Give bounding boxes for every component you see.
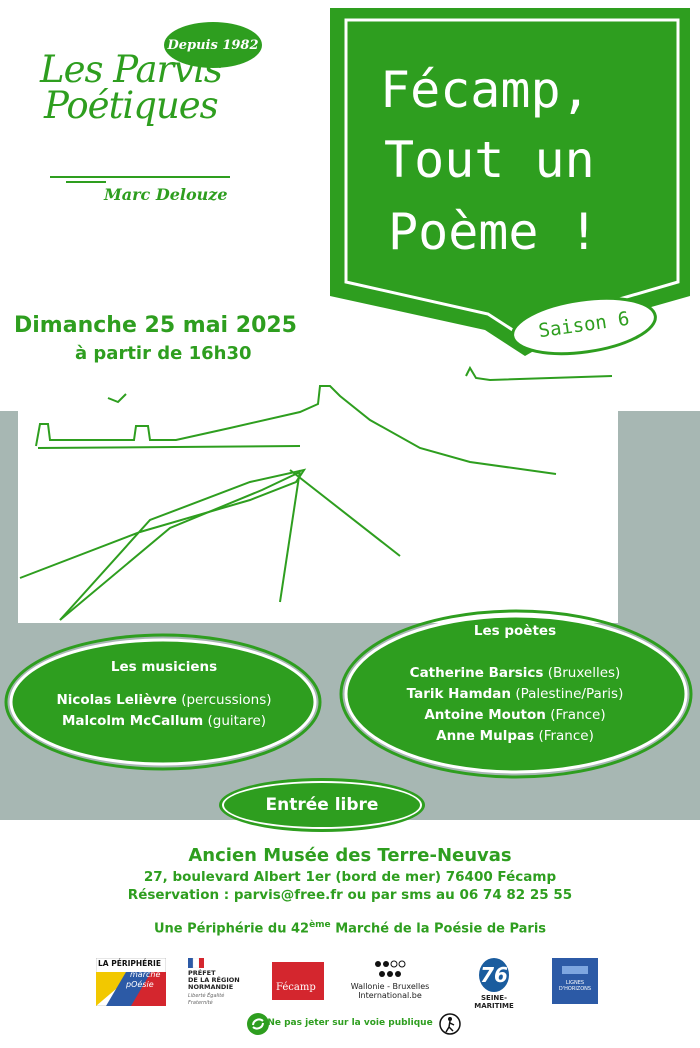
poet-detail: (Palestine/Paris)	[515, 686, 624, 702]
seine-label: SEINE-MARITIME	[474, 994, 514, 1010]
list-item	[340, 684, 690, 705]
peripherie-after: Marché de la Poésie de Paris	[330, 921, 547, 937]
event-title-line1: Fécamp,	[380, 61, 591, 119]
free-entry-badge: Entrée libre	[222, 781, 422, 829]
poet-name: Tarik Hamdan	[406, 686, 512, 702]
wbi-dots-icon	[370, 958, 410, 982]
peripherie-sup: ème	[309, 920, 331, 930]
musician-name: Malcolm McCallum	[61, 713, 204, 729]
wbi-line2: International.be	[358, 991, 422, 1000]
logo-underline-short	[66, 181, 106, 183]
prefet-line2: DE LA RÉGION	[188, 976, 240, 984]
lignes-line1: LIGNES	[565, 980, 585, 986]
event-title-line2: Tout un	[384, 131, 595, 189]
prefet-line3: NORMANDIE	[188, 983, 234, 991]
poet-name: Catherine Barsics	[409, 665, 544, 681]
poet-detail: (France)	[550, 707, 606, 723]
prefet-normandie-logo	[188, 958, 248, 1006]
logo-underline	[50, 176, 230, 178]
season-label: Saison 6	[537, 307, 631, 343]
prefet-motto: Liberté Égalité Fraternité	[188, 993, 225, 1006]
seine-number: 76	[479, 958, 509, 992]
marche-line2: marché	[130, 970, 161, 979]
fecamp-logo	[272, 962, 324, 1000]
venue-name: Ancien Musée des Terre-Neuvas	[188, 845, 512, 866]
coast-illustration	[20, 368, 612, 620]
lignes-graphic	[562, 966, 588, 974]
list-item	[340, 663, 690, 684]
musician-name: Nicolas Lelièvre	[56, 692, 177, 708]
marianne-flag-icon	[188, 958, 204, 968]
logo-title-line2: Poétiques	[44, 84, 218, 127]
event-title	[344, 14, 680, 282]
lignes-horizons-logo	[552, 958, 598, 1004]
fecamp-label: Fécamp	[276, 982, 316, 993]
list-item	[14, 690, 314, 711]
logo-title-line1: Les Parvis	[40, 48, 222, 91]
musicians-heading: Les musiciens	[110, 659, 218, 675]
event-date: Dimanche 25 mai 2025	[14, 313, 297, 338]
musicians-list	[14, 690, 314, 732]
peripherie-before: Une Périphérie du 42	[153, 921, 310, 937]
musician-detail: (guitare)	[207, 713, 267, 729]
peripherie-line	[0, 920, 700, 936]
marche-poesie-logo	[96, 958, 166, 1006]
poets-heading: Les poètes	[473, 623, 557, 639]
since-badge: Depuis 1982	[164, 22, 262, 68]
marche-line3: pOésie	[126, 980, 154, 989]
list-item	[14, 711, 314, 732]
event-time: à partir de 16h30	[75, 343, 252, 364]
marche-line1: LA PÉRIPHÉRIE	[98, 959, 161, 968]
poet-detail: (France)	[538, 728, 594, 744]
wbi-logo	[350, 958, 430, 1006]
venue-address: 27, boulevard Albert 1er (bord de mer) 76400 Fécamp	[143, 869, 557, 885]
prefet-line1: PRÉFET	[188, 969, 216, 977]
organizer-logo	[40, 48, 240, 127]
poets-list	[340, 663, 690, 747]
wbi-line1: Wallonie - Bruxelles	[350, 982, 430, 991]
no-litter-icon	[438, 1012, 462, 1036]
poet-name: Antoine Mouton	[424, 707, 546, 723]
reservation-info: Réservation : parvis@free.fr ou par sms au 06 74 82 25 55	[127, 887, 573, 903]
list-item	[340, 705, 690, 726]
list-item	[340, 726, 690, 747]
seine-maritime-logo	[468, 958, 520, 1010]
event-title-line3: Poème !	[388, 203, 599, 261]
poet-detail: (Bruxelles)	[547, 665, 621, 681]
poet-name: Anne Mulpas	[436, 728, 535, 744]
lignes-line2: D'HORIZONS	[558, 986, 592, 992]
logo-author: Marc Delouze	[104, 185, 228, 204]
litter-notice: Ne pas jeter sur la voie publique	[267, 1018, 433, 1028]
musician-detail: (percussions)	[181, 692, 272, 708]
